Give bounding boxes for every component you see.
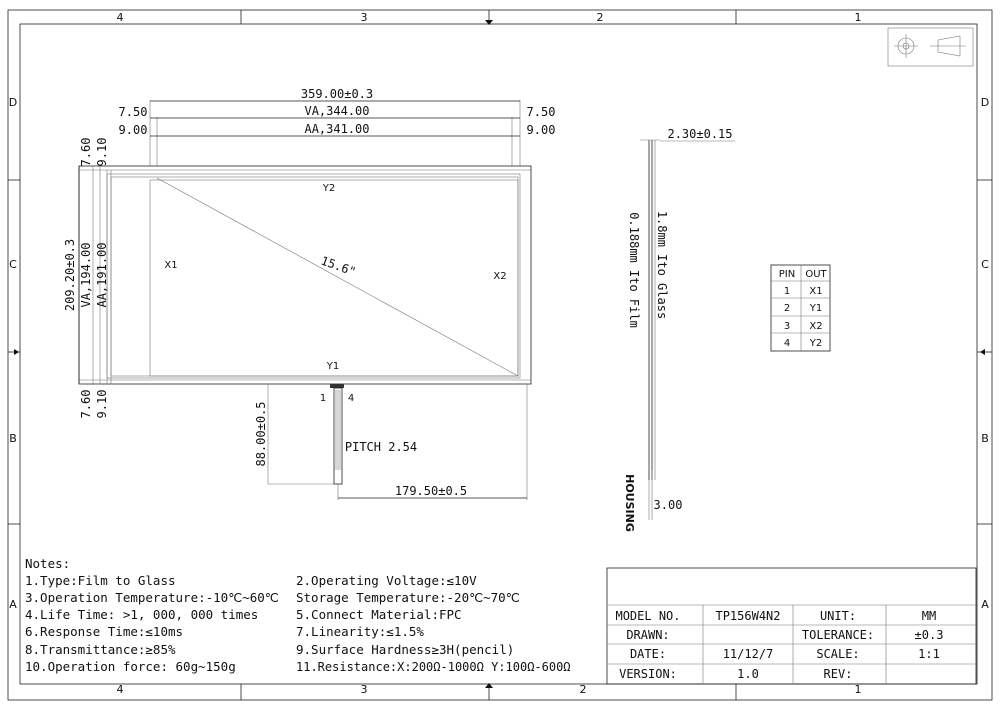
pin-table-header-pin: PIN xyxy=(778,269,796,280)
unit-value: MM xyxy=(921,609,937,623)
scale-label: SCALE: xyxy=(816,647,860,661)
zone-row-left-c: C xyxy=(9,258,17,271)
title-block xyxy=(607,568,976,684)
unit-label: UNIT: xyxy=(819,609,857,623)
notes-title: Notes: xyxy=(25,556,71,571)
version-label: VERSION: xyxy=(619,667,677,681)
diagonal-line xyxy=(157,178,518,376)
label-x2: X2 xyxy=(493,271,507,282)
diagonal-size: 15.6" xyxy=(319,253,358,279)
zone-row-left-b: B xyxy=(9,432,17,445)
projection-symbol-icon xyxy=(888,28,973,66)
pin-table-cell: 2 xyxy=(783,303,791,314)
zone-row-right-a: A xyxy=(981,598,989,611)
top-va-margin: 7.60 xyxy=(79,137,93,167)
pin-table-cell: X1 xyxy=(809,286,823,297)
note-item: 1.Type:Film to Glass xyxy=(25,573,176,588)
center-arrow-left-icon xyxy=(14,349,19,355)
date-value: 11/12/7 xyxy=(722,647,774,661)
film-label: 0.188mm Ito Film xyxy=(627,212,641,328)
label-y2: Y2 xyxy=(322,183,336,194)
tolerance-value: ±0.3 xyxy=(914,628,944,642)
tail-length-dim: 88.00±0.5 xyxy=(254,401,268,467)
drawn-label: DRAWN: xyxy=(626,628,670,642)
note-item: Storage Temperature:-20℃~70℃ xyxy=(296,590,520,605)
side-view xyxy=(623,127,735,532)
zone-col-top-1: 1 xyxy=(854,11,862,24)
scale-value: 1:1 xyxy=(918,647,940,661)
zone-col-bottom-3: 3 xyxy=(360,683,368,696)
aa-rect xyxy=(111,177,518,376)
note-item: 3.Operation Temperature:-10℃~60℃ xyxy=(25,590,279,605)
model-label: MODEL NO. xyxy=(615,609,681,623)
tolerance-label: TOLERANCE: xyxy=(801,628,875,642)
top-aa-margin: 9.10 xyxy=(95,137,109,167)
overall-height-dim: 209.20±0.3 xyxy=(63,238,77,312)
label-y1: Y1 xyxy=(326,361,340,372)
zone-row-right-d: D xyxy=(980,96,990,109)
bottom-aa-margin: 9.10 xyxy=(95,389,109,419)
zone-row-left-a: A xyxy=(9,598,17,611)
left-aa-margin: 9.00 xyxy=(118,123,148,137)
center-arrow-right-icon xyxy=(980,349,985,355)
housing-dim: 3.00 xyxy=(653,498,683,512)
pitch-label: PITCH 2.54 xyxy=(344,440,418,454)
pin-table-header-out: OUT xyxy=(805,269,827,280)
label-x1: X1 xyxy=(164,260,178,271)
pin-last-label: 4 xyxy=(347,393,355,404)
glass-label: 1.8mm Ito Glass xyxy=(655,210,669,320)
date-label: DATE: xyxy=(629,647,667,661)
right-aa-margin: 9.00 xyxy=(526,123,556,137)
note-item: 5.Connect Material:FPC xyxy=(296,607,462,622)
bottom-va-margin: 7.60 xyxy=(79,389,93,419)
housing-label: HOUSING xyxy=(623,474,636,532)
active-rect xyxy=(150,180,518,376)
pin-table-cell: 1 xyxy=(783,286,791,297)
zone-col-bottom-1: 1 xyxy=(854,683,862,696)
total-thickness-dim: 2.30±0.15 xyxy=(667,127,733,141)
pin-table-cell: 4 xyxy=(783,338,791,349)
notes xyxy=(25,556,571,674)
fpc-connector xyxy=(330,384,344,388)
note-item: 10.Operation force: 60g~150g xyxy=(25,659,236,674)
zone-row-left-d: D xyxy=(8,96,18,109)
overall-width-dim: 359.00±0.3 xyxy=(300,87,374,101)
zone-col-bottom-4: 4 xyxy=(116,683,124,696)
model-value: TP156W4N2 xyxy=(715,609,781,623)
aa-height-dim: AA,191.00 xyxy=(95,242,109,308)
version-value: 1.0 xyxy=(737,667,759,681)
outline-rect xyxy=(79,166,531,384)
rev-label: REV: xyxy=(823,667,853,681)
tail-offset-dim: 179.50±0.5 xyxy=(394,484,468,498)
pin-table-cell: 3 xyxy=(783,321,791,332)
pin-table-cell: X2 xyxy=(809,321,823,332)
note-item: 6.Response Time:≤10ms xyxy=(25,624,184,639)
front-view xyxy=(63,87,555,500)
zone-col-top-2: 2 xyxy=(596,11,604,24)
pin-first-label: 1 xyxy=(319,393,327,404)
pin-table-cell: Y2 xyxy=(809,338,823,349)
note-item: 4.Life Time: >1, 000, 000 times xyxy=(25,607,259,622)
zone-col-bottom-2: 2 xyxy=(579,683,587,696)
note-item: 11.Resistance:X:200Ω-1000Ω Y:100Ω-600Ω xyxy=(296,660,571,674)
note-item: 8.Transmittance:≥85% xyxy=(25,642,176,657)
pin-table xyxy=(771,265,830,351)
note-item: 2.Operating Voltage:≤10V xyxy=(296,573,477,588)
va-height-dim: VA,194.00 xyxy=(79,242,93,308)
aa-width-dim: AA,341.00 xyxy=(304,122,370,136)
zone-row-right-c: C xyxy=(981,258,989,271)
note-item: 7.Linearity:≤1.5% xyxy=(296,624,424,639)
zone-col-top-3: 3 xyxy=(360,11,368,24)
va-width-dim: VA,344.00 xyxy=(304,104,370,118)
left-va-margin: 7.50 xyxy=(118,105,148,119)
va-rect xyxy=(107,174,520,378)
note-item: 9.Surface Hardness≥3H(pencil) xyxy=(296,642,515,657)
zone-row-right-b: B xyxy=(981,432,989,445)
zone-col-top-4: 4 xyxy=(116,11,124,24)
pin-table-cell: Y1 xyxy=(809,303,823,314)
right-va-margin: 7.50 xyxy=(526,105,556,119)
